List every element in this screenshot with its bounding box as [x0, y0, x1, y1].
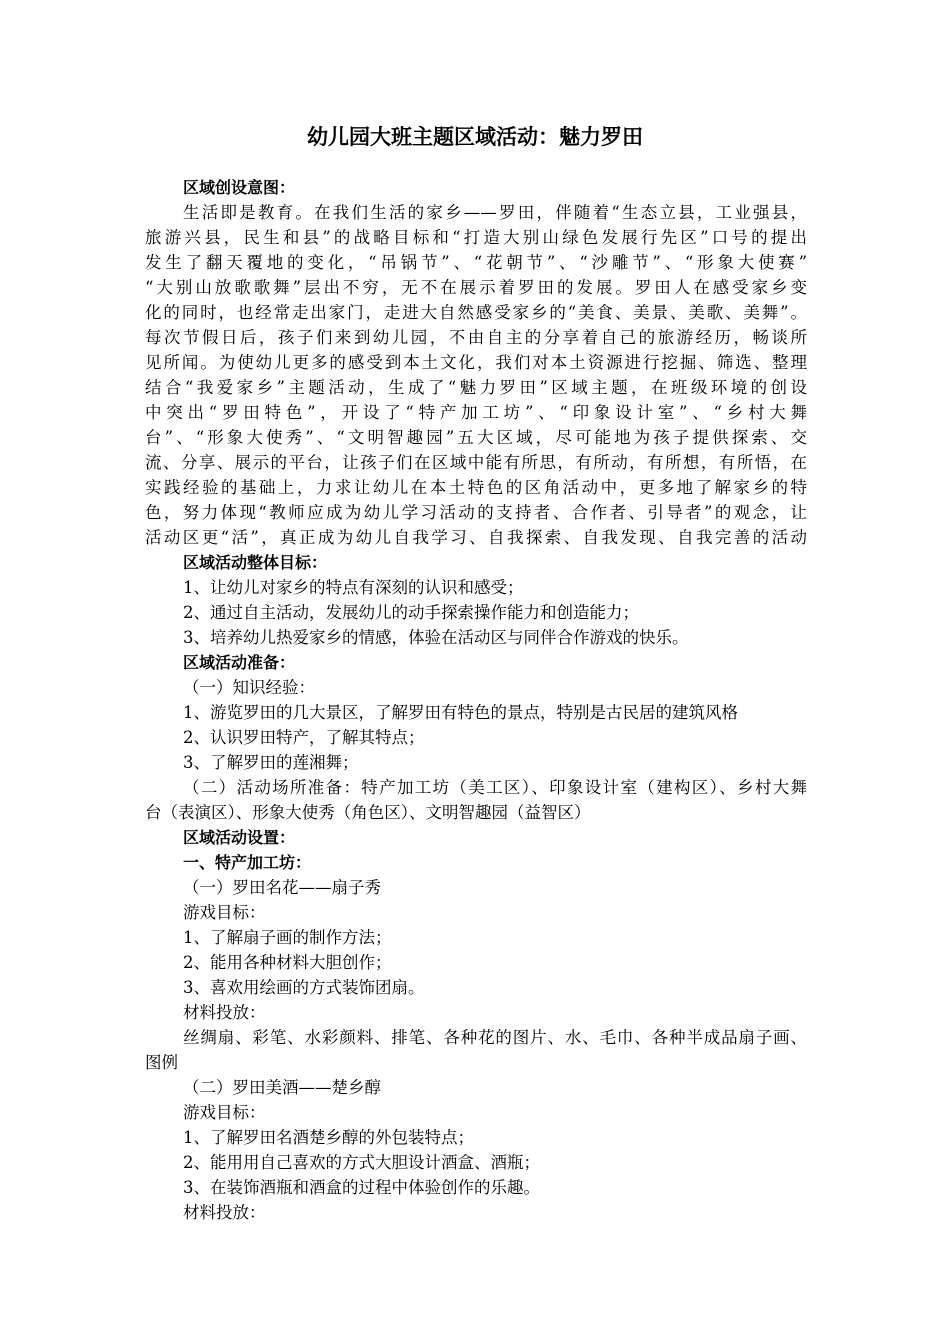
list-item: 3、培养幼儿热爱家乡的情感，体验在活动区与同伴合作游戏的快乐。 [183, 628, 689, 647]
paragraph-line: 台（表演区）、形象大使秀（角色区）、文明智趣园（益智区） [145, 803, 591, 822]
list-item: 2、通过自主活动，发展幼儿的动手探索操作能力和创造能力； [183, 603, 639, 622]
paragraph-line: 活动区更“活”，真正成为幼儿自我学习、自我探索、自我发现、自我完善的活动 [145, 528, 807, 547]
paragraph-line: 生活即是教育。在我们生活的家乡——罗田，伴随着“生态立县，工业强县， [183, 203, 807, 222]
paragraph-line: 结合“我爱家乡”主题活动，生成了“魅力罗田”区域主题，在班级环境的创设 [145, 378, 807, 397]
subheading: （二）罗田美酒——楚乡醇 [183, 1078, 381, 1097]
subheading: （一）知识经验： [183, 678, 315, 697]
paragraph-line: “大别山放歌歌舞”层出不穷，无不在展示着罗田的发展。罗田人在感受家乡变 [145, 278, 807, 297]
label-game-goals: 游戏目标： [183, 903, 266, 922]
paragraph-line: 发生了翻天覆地的变化，“吊锅节”、“花朝节”、“沙雕节”、“形象大使赛” [145, 253, 807, 272]
document-title: 幼儿园大班主题区域活动：魅力罗田 [307, 125, 643, 149]
paragraph-line: 中突出“罗田特色”，开设了“特产加工坊”、“印象设计室”、“乡村大舞 [145, 403, 807, 422]
heading-overall-goals: 区域活动整体目标： [183, 553, 328, 572]
paragraph-line: 丝绸扇、彩笔、水彩颜料、排笔、各种花的图片、水、毛巾、各种半成品扇子画、 [183, 1028, 807, 1047]
list-item: 3、了解罗田的莲湘舞； [183, 753, 359, 772]
list-item: 2、认识罗田特产，了解其特点； [183, 728, 425, 747]
paragraph-line: 图例 [145, 1053, 178, 1072]
list-item: 1、了解罗田名酒楚乡醇的外包装特点； [183, 1128, 474, 1147]
label-materials: 材料投放： [183, 1003, 266, 1022]
paragraph-line: 旅游兴县，民生和县”的战略目标和“打造大别山绿色发展行先区”口号的提出 [145, 228, 807, 247]
paragraph-line: 每次节假日后，孩子们来到幼儿园，不由自主的分享着自己的旅游经历，畅谈所 [145, 328, 807, 347]
heading-section-one: 一、特产加工坊： [183, 853, 312, 872]
paragraph-line: 见所闻。为使幼儿更多的感受到本土文化，我们对本土资源进行挖掘、筛选、整理 [145, 353, 807, 372]
list-item: 2、能用用自己喜欢的方式大胆设计酒盒、酒瓶； [183, 1153, 540, 1172]
paragraph-line: 台”、“形象大使秀”、“文明智趣园”五大区域，尽可能地为孩子提供探索、交 [145, 428, 807, 447]
list-item: 3、在装饰酒瓶和酒盒的过程中体验创作的乐趣。 [183, 1178, 540, 1197]
heading-settings: 区域活动设置： [183, 828, 296, 847]
list-item: 1、游览罗田的几大景区，了解罗田有特色的景点，特别是古民居的建筑风格 [183, 703, 738, 722]
heading-preparation: 区域活动准备： [183, 653, 296, 672]
paragraph-line: 化的同时，也经常走出家门，走进大自然感受家乡的“美食、美景、美歌、美舞”。 [145, 303, 807, 322]
paragraph-line: 流、分享、展示的平台，让孩子们在区域中能有所思，有所动，有所想，有所悟，在 [145, 453, 807, 472]
paragraph-line: 色，努力体现“教师应成为幼儿学习活动的支持者、合作者、引导者”的观念，让 [145, 503, 807, 522]
heading-design-intent: 区域创设意图： [183, 178, 296, 197]
label-materials: 材料投放： [183, 1203, 266, 1222]
list-item: 1、让幼儿对家乡的特点有深刻的认识和感受； [183, 578, 524, 597]
paragraph-line: 实践经验的基础上，力求让幼儿在本土特色的区角活动中，更多地了解家乡的特 [145, 478, 807, 497]
list-item: 3、喜欢用绘画的方式装饰团扇。 [183, 978, 425, 997]
paragraph-line: （二）活动场所准备：特产加工坊（美工区）、印象设计室（建构区）、乡村大舞 [183, 778, 807, 797]
subheading: （一）罗田名花——扇子秀 [183, 878, 381, 897]
list-item: 2、能用各种材料大胆创作； [183, 953, 392, 972]
list-item: 1、了解扇子画的制作方法； [183, 928, 392, 947]
label-game-goals: 游戏目标： [183, 1103, 266, 1122]
